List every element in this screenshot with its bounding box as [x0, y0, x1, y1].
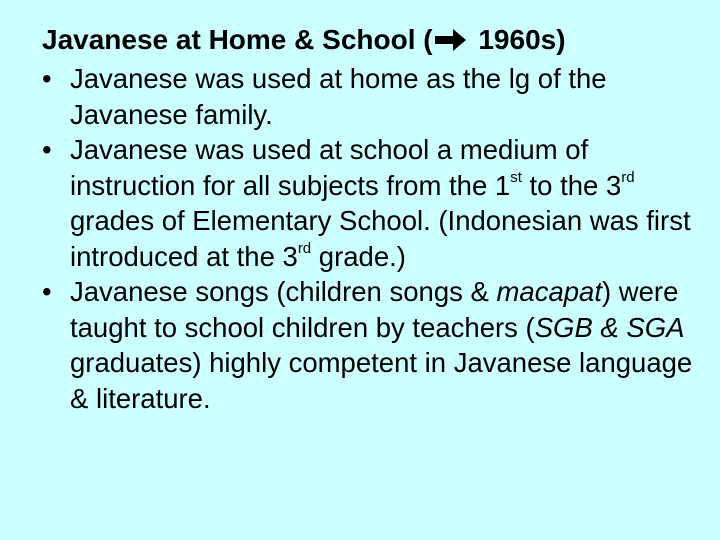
right-arrow-icon — [433, 25, 467, 61]
bullet-text: graduates) highly competent in Javanese language & literature. — [70, 347, 693, 414]
bullet-marker: • — [42, 134, 52, 165]
bullet-text: ) were taught to school children by teachers ( — [70, 276, 679, 343]
bullet-text: Javanese songs (children songs & — [70, 276, 497, 307]
bullet-list — [42, 61, 702, 416]
slide-title — [42, 22, 702, 61]
bullet-text: grades of Elementary School. (Indonesian was first introduced at the 3 — [70, 205, 691, 272]
bullet-item — [42, 132, 702, 274]
bullet-item — [42, 61, 702, 132]
superscript: st — [510, 169, 522, 187]
superscript: rd — [297, 240, 312, 258]
slide-content — [42, 22, 702, 416]
bullet-text: grade.) — [311, 240, 406, 272]
bullet-text: to the 3 — [521, 169, 622, 201]
italic-term: macapat — [496, 276, 602, 307]
title-text-before: Javanese at Home & School ( — [42, 24, 433, 55]
bullet-marker: • — [42, 63, 52, 94]
bullet-marker: • — [42, 276, 52, 307]
superscript: rd — [621, 169, 635, 187]
title-text-after: 1960s) — [470, 24, 566, 55]
italic-term: SGB & SGA — [534, 311, 685, 343]
bullet-item — [42, 274, 702, 416]
bullet-text: Javanese was used at home as the lg of the Javanese family. — [70, 63, 607, 130]
bullet-text: Javanese was used at school a medium of instruction for all subjects from the 1 — [70, 134, 589, 201]
